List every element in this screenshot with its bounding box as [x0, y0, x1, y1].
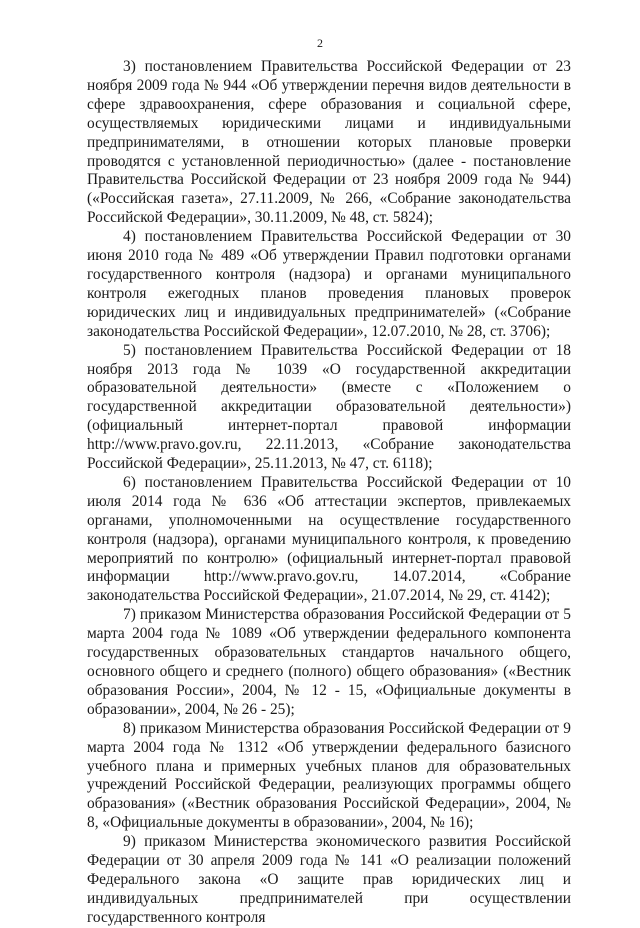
list-item-5: 5) постановлением Правительства Российской Федерации от 18 ноября 2013 года № 1039 «О государственной аккредитации образовательной деятельности» (вместе с «Положением о государственной аккредитации образовательной деятельности») (официальный интернет-портал правовой информации http://www.pravo.gov.ru, 22.11.2013, «Собрание законодательства Российской Федерации», 25.11.2013, № 47, ст. 6118); [87, 341, 571, 473]
list-item-6: 6) постановлением Правительства Российской Федерации от 10 июля 2014 года № 636 «Об аттестации экспертов, привлекаемых органами, уполномоченными на осуществление государственного контроля (надзора), органами муниципального контроля, к проведению мероприятий по контролю» (официальный интернет-портал правовой информации http://www.pravo.gov.ru, 14.07.2014, «Собрание законодательства Российской Федерации», 21.07.2014, № 29, ст. 4142); [87, 473, 571, 605]
list-item-7: 7) приказом Министерства образования Российской Федерации от 5 марта 2004 года № 1089 «Об утверждении федерального компонента государственных образовательных стандартов начального общего, основного общего и среднего (полного) общего образования» («Вестник образования России», 2004, № 12 - 15, «Официальные документы в образовании», 2004, № 26 - 25); [87, 606, 571, 718]
list-item-3: 3) постановлением Правительства Российской Федерации от 23 ноября 2009 года № 944 «Об утверждении перечня видов деятельности в сфере здравоохранения, сфере образования и социальной сфере, осуществляемых юридическими лицами и индивидуальными предпринимателями, в отношении которых плановые проверки проводятся с установленной периодичностью» (далее - постановление Правительства Российской Федерации от 23 ноября 2009 года № 944) («Российская газета», 27.11.2009, № 266, «Собрание законодательства Российской Федерации», 30.11.2009, № 48, ст. 5824); [87, 58, 571, 227]
list-item-4: 4) постановлением Правительства Российской Федерации от 30 июня 2010 года № 489 «Об утверждении Правил подготовки органами государственного контроля (надзора) и органами муниципального контроля ежегодных планов проведения плановых проверок юридических лиц и индивидуальных предпринимателей» («Собрание законодательства Российской Федерации», 12.07.2010, № 28, ст. 3706); [87, 228, 571, 340]
page-number: 2 [317, 36, 323, 50]
document-body [87, 58, 571, 928]
list-item-9: 9) приказом Министерства экономического развития Российской Федерации от 30 апреля 2009 года № 141 «О реализации положений Федерального закона «О защите прав юридических лиц и индивидуальных предпринимателей при осуществлении государственного контроля [87, 833, 571, 926]
list-item-8: 8) приказом Министерства образования Российской Федерации от 9 марта 2004 года № 1312 «Об утверждении федерального базисного учебного плана и примерных учебных планов для образовательных учреждений Российской Федерации, реализующих программы общего образования» («Вестник образования Российской Федерации», 2004, № 8, «Официальные документы в образовании», 2004, № 16); [87, 719, 571, 832]
